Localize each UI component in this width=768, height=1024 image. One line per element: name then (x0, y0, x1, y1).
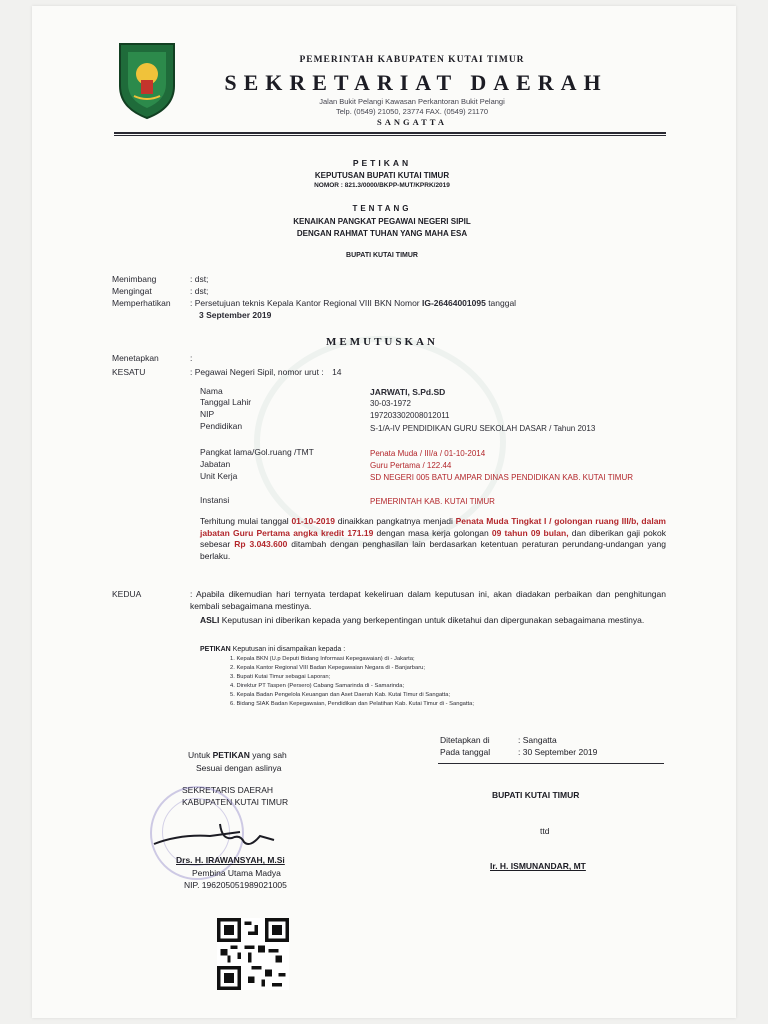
field-value: 30-03-1972 (370, 399, 411, 408)
signature-icon (150, 814, 290, 854)
pengesah-prefix: Untuk (188, 750, 211, 760)
tembusan-item: 6. Bidang SIAK Badan Kepegawaian, Pendidikan dan Pelatihan Kab. Kutai Timur di - Sangatta; (230, 701, 474, 707)
field-label: Nama (200, 386, 223, 396)
masa-kerja: 09 tahun 09 bulan, (491, 527, 569, 538)
memutuskan-title: MEMUTUSKAN (326, 336, 438, 348)
sekda-pangkat: Pembina Utama Madya (192, 868, 281, 878)
p4: dan diberikan gaji pokok sebesar (200, 527, 666, 549)
field-label: Instansi (200, 495, 230, 505)
tembusan-item: 5. Kepala Badan Pengelola Keuangan dan Aset Daerah Kab. Kutai Timur di Sangatta; (230, 692, 451, 698)
document-page (32, 6, 736, 1018)
kop-pemerintah: PEMERINTAH KABUPATEN KUTAI TIMUR (299, 55, 525, 65)
pada-tanggal-value: : 30 September 2019 (518, 747, 598, 757)
field-label: Pendidikan (200, 421, 243, 431)
pengesah-line-1 (188, 750, 287, 760)
sekda-jabatan-2: KABUPATEN KUTAI TIMUR (182, 797, 289, 807)
pada-tanggal-label: Pada tanggal (440, 747, 491, 757)
field-label: Pangkat lama/Gol.ruang /TMT (200, 447, 314, 457)
pangkat-baru: Penata Muda Tingkat I / golongan ruang III/b, dalam jabatan Guru Pertama angka kredit 171.19 (200, 516, 666, 538)
nomor-urut: 14 (332, 367, 342, 377)
mengingat-label: Mengingat (112, 286, 152, 296)
kop-kota: SANGATTA (377, 117, 447, 127)
field-value: Penata Muda / III/a / 01-10-2014 (370, 449, 486, 458)
asli-text: Keputusan ini diberikan kepada yang berkepentingan untuk diketahui dan dipergunakan sebagaimana mestinya. (221, 615, 645, 625)
memperhatikan-label: Memperhatikan (112, 298, 171, 308)
menimbang-label: Menimbang (112, 274, 157, 284)
field-value: Guru Pertama / 122.44 (370, 461, 452, 470)
tembusan-label: PETIKAN (200, 646, 231, 653)
pengesah-bold: PETIKAN (212, 750, 250, 760)
field-value: SD NEGERI 005 BATU AMPAR DINAS PENDIDIKAN KAB. KUTAI TIMUR (370, 473, 634, 482)
keputusan-title: KEPUTUSAN BUPATI KUTAI TIMUR (314, 171, 450, 180)
p1: Terhitung mulai tanggal (200, 516, 289, 526)
memperhatikan-nomor: IG-26464001095 (422, 298, 486, 308)
kop-alamat: Jalan Bukit Pelangi Kawasan Perkantoran Bukit Pelangi (319, 97, 505, 106)
tentang-title: TENTANG (352, 204, 412, 213)
bupati-ttd: ttd (540, 826, 550, 836)
p3: dengan masa kerja golongan (376, 527, 489, 538)
field-value: S-1/A-IV PENDIDIKAN GURU SEKOLAH DASAR / Tahun 2013 (370, 424, 596, 433)
penetapan-underline (438, 763, 664, 764)
tembusan-title (200, 646, 345, 653)
pengesah-line-2: Sesuai dengan aslinya (196, 763, 282, 773)
menetapkan-label: Menetapkan (112, 353, 159, 363)
field-label: NIP (200, 409, 215, 419)
memperhatikan-tanggal-label: tanggal (488, 298, 517, 308)
tembusan-item: 1. Kepala BKN (U.p Deputi Bidang Informasi Kepegawaian) di - Jakarta; (230, 656, 415, 662)
kop-divider-thin (114, 135, 666, 136)
bupati-nama: Ir. H. ISMUNANDAR, MT (490, 861, 586, 871)
petikan-title: PETIKAN (352, 158, 412, 168)
tembusan-item: 3. Bupati Kutai Timur sebagai Laporan; (230, 674, 331, 680)
tembusan-item: 2. Kepala Kantor Regional VIII Badan Kepegawaian Negara di - Banjarbaru; (230, 665, 425, 671)
menetapkan-value: : (190, 353, 193, 363)
field-label: Unit Kerja (200, 471, 238, 481)
menimbang-value: : dst; (190, 274, 209, 284)
kedua-label: KEDUA (112, 589, 142, 599)
kedua-text: : Apabila dikemudian hari ternyata terdapat kekeliruan dalam keputusan ini, akan diadakan perbaikan dan penghitungan kembali sebagaimana mestinya. (190, 589, 666, 611)
sekda-nip: NIP. 196205051989021005 (184, 880, 287, 890)
qr-code-icon (217, 918, 289, 990)
kesatu-label: KESATU (112, 367, 146, 377)
ditetapkan-value: : Sangatta (518, 735, 557, 745)
perihal-line-2: DENGAN RAHMAT TUHAN YANG MAHA ESA (296, 229, 468, 238)
kesatu-paragraph (200, 516, 666, 562)
asli-paragraph (200, 615, 666, 627)
sekda-jabatan-1: SEKRETARIS DAERAH (182, 785, 274, 795)
field-value: 197203302008012011 (370, 411, 450, 420)
mengingat-value: : dst; (190, 286, 209, 296)
field-label: Tanggal Lahir (200, 397, 252, 407)
p5: ditambah dengan penghasilan lain berdasarkan ketentuan peraturan perundang-undangan yang berlaku. (200, 539, 666, 561)
field-value: PEMERINTAH KAB. KUTAI TIMUR (370, 497, 495, 506)
perihal-line-1: KENAIKAN PANGKAT PEGAWAI NEGERI SIPIL (293, 217, 471, 226)
kutai-timur-emblem-icon (116, 40, 178, 120)
kop-instansi: SEKRETARIAT DAERAH (224, 70, 608, 95)
tembusan-text: Keputusan ini disampaikan kepada : (232, 646, 346, 653)
ditetapkan-label: Ditetapkan di (440, 735, 490, 745)
kop-telepon: Telp. (0549) 21050, 23774 FAX. (0549) 21170 (335, 107, 489, 116)
kesatu-intro: : Pegawai Negeri Sipil, nomor urut : (190, 367, 324, 377)
tembusan-item: 4. Direktur PT Taspen (Persero) Cabang Samarinda di - Samarinda; (230, 683, 405, 689)
gaji-pokok: Rp 3.043.600 (234, 539, 288, 549)
kop-divider (114, 132, 666, 134)
asli-label: ASLI (200, 615, 220, 625)
nomor-keputusan: NOMOR : 821.3/0000/BKPP-MUT/KPRK/2019 (314, 182, 450, 189)
field-label: Jabatan (200, 459, 231, 469)
bupati-jabatan: BUPATI KUTAI TIMUR (492, 790, 580, 800)
tanggal-mulai: 01-10-2019 (291, 516, 335, 526)
field-value: JARWATI, S.Pd.SD (370, 387, 446, 397)
memperhatikan-line (190, 298, 516, 308)
memperhatikan-text: : Persetujuan teknis Kepala Kantor Regional VIII BKN Nomor (190, 298, 420, 308)
pejabat-title: BUPATI KUTAI TIMUR (346, 252, 418, 259)
kesatu-intro-line (190, 367, 342, 377)
p2: dinaikkan pangkatnya menjadi (337, 516, 453, 526)
memperhatikan-tanggal: 3 September 2019 (199, 310, 272, 320)
sekda-nama: Drs. H. IRAWANSYAH, M.Si (176, 855, 285, 865)
pengesah-suffix: yang sah (252, 750, 287, 760)
